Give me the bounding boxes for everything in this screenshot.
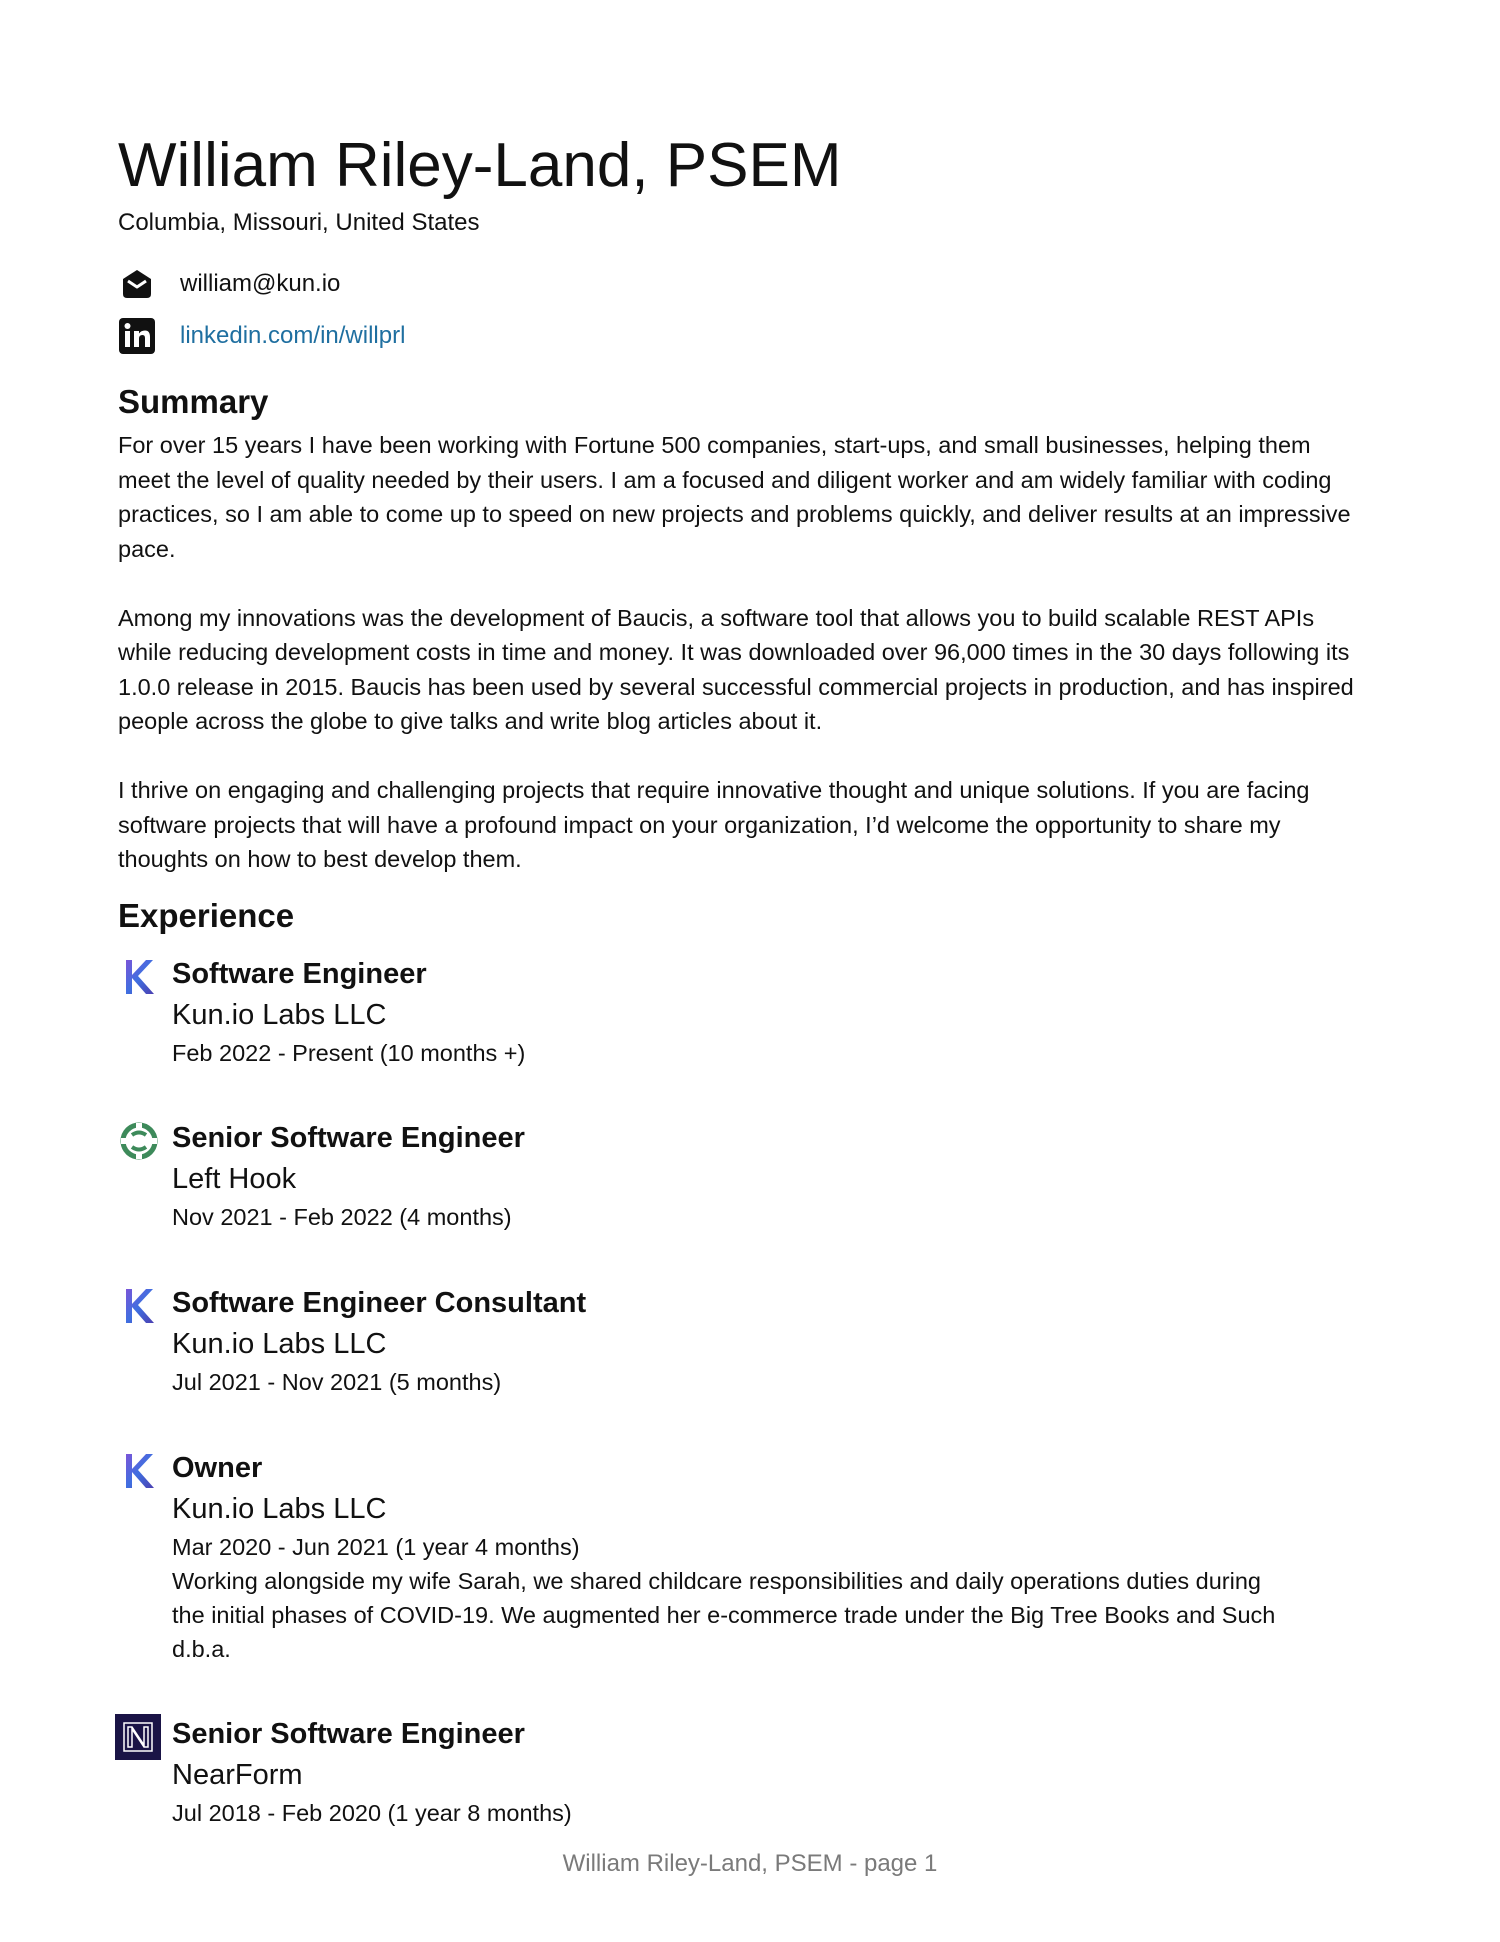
experience-item xyxy=(118,1283,1378,1399)
contact-email-row xyxy=(118,264,340,304)
resume-name: William Riley-Land, PSEM xyxy=(118,131,842,200)
summary-paragraph: I thrive on engaging and challenging projects that require innovative thought and unique solutions. If you are facing software projects that will have a profound impact on your organization, I’d welcome the opportunity to share my thoughts on how to best develop them. xyxy=(118,777,1310,872)
resume-location: Columbia, Missouri, United States xyxy=(118,209,480,236)
summary-paragraph: Among my innovations was the development of Baucis, a software tool that allows you to build scalable REST APIs while reducing development costs in time and money. It was downloaded over 96,000 times in the 30 days following its 1.0.0 release in 2015. Baucis has been used by several successful commercial projects in production, and has inspired people across the globe to give talks and write blog articles about it. xyxy=(118,604,1354,734)
nearform-logo-icon xyxy=(115,1714,161,1760)
job-company: Kun.io Labs LLC xyxy=(172,999,387,1031)
email-text: william@kun.io xyxy=(180,270,341,297)
job-company: Kun.io Labs LLC xyxy=(172,1328,387,1360)
job-title: Senior Software Engineer xyxy=(172,1122,525,1154)
job-dates: Jul 2021 - Nov 2021 (5 months) xyxy=(172,1369,502,1395)
job-company: Kun.io Labs LLC xyxy=(172,1493,387,1525)
job-description: Working alongside my wife Sarah, we shared childcare responsibilities and daily operations duties during the initial phases of COVID-19. We augmented her e-commerce trade under the Big Tree Books and Such d.b.a. xyxy=(172,1568,1276,1662)
experience-heading: Experience xyxy=(118,897,295,934)
job-title: Senior Software Engineer xyxy=(172,1718,525,1750)
page-footer: William Riley-Land, PSEM - page 1 xyxy=(562,1850,938,1877)
experience-item xyxy=(118,1714,1378,1830)
experience-item xyxy=(118,1448,1378,1666)
summary-heading: Summary xyxy=(118,383,269,420)
experience-item xyxy=(118,1118,1378,1234)
job-company: Left Hook xyxy=(172,1163,297,1195)
lefthook-logo-icon xyxy=(118,1120,160,1162)
job-title: Software Engineer xyxy=(172,958,427,990)
contact-linkedin-row xyxy=(118,316,405,356)
job-title: Owner xyxy=(172,1452,263,1484)
envelope-icon xyxy=(118,265,156,303)
kunio-logo-icon xyxy=(118,1450,160,1492)
linkedin-link[interactable]: linkedin.com/in/willprl xyxy=(180,322,406,349)
summary-body xyxy=(118,428,1368,911)
linkedin-icon xyxy=(118,317,156,355)
kunio-logo-icon xyxy=(118,1285,160,1327)
job-dates: Feb 2022 - Present (10 months +) xyxy=(172,1040,526,1066)
job-company: NearForm xyxy=(172,1759,303,1791)
kunio-logo-icon xyxy=(118,956,160,998)
experience-item xyxy=(118,954,1378,1070)
job-title: Software Engineer Consultant xyxy=(172,1287,587,1319)
job-dates: Jul 2018 - Feb 2020 (1 year 8 months) xyxy=(172,1800,572,1826)
job-dates: Mar 2020 - Jun 2021 (1 year 4 months) xyxy=(172,1534,580,1560)
summary-paragraph: For over 15 years I have been working with Fortune 500 companies, start-ups, and small businesses, helping them meet the level of quality needed by their users. I am a focused and diligent worker and am widely familiar with coding practices, so I am able to come up to speed on new projects and problems quickly, and deliver results at an impressive pace. xyxy=(118,432,1351,562)
job-dates: Nov 2021 - Feb 2022 (4 months) xyxy=(172,1204,512,1230)
